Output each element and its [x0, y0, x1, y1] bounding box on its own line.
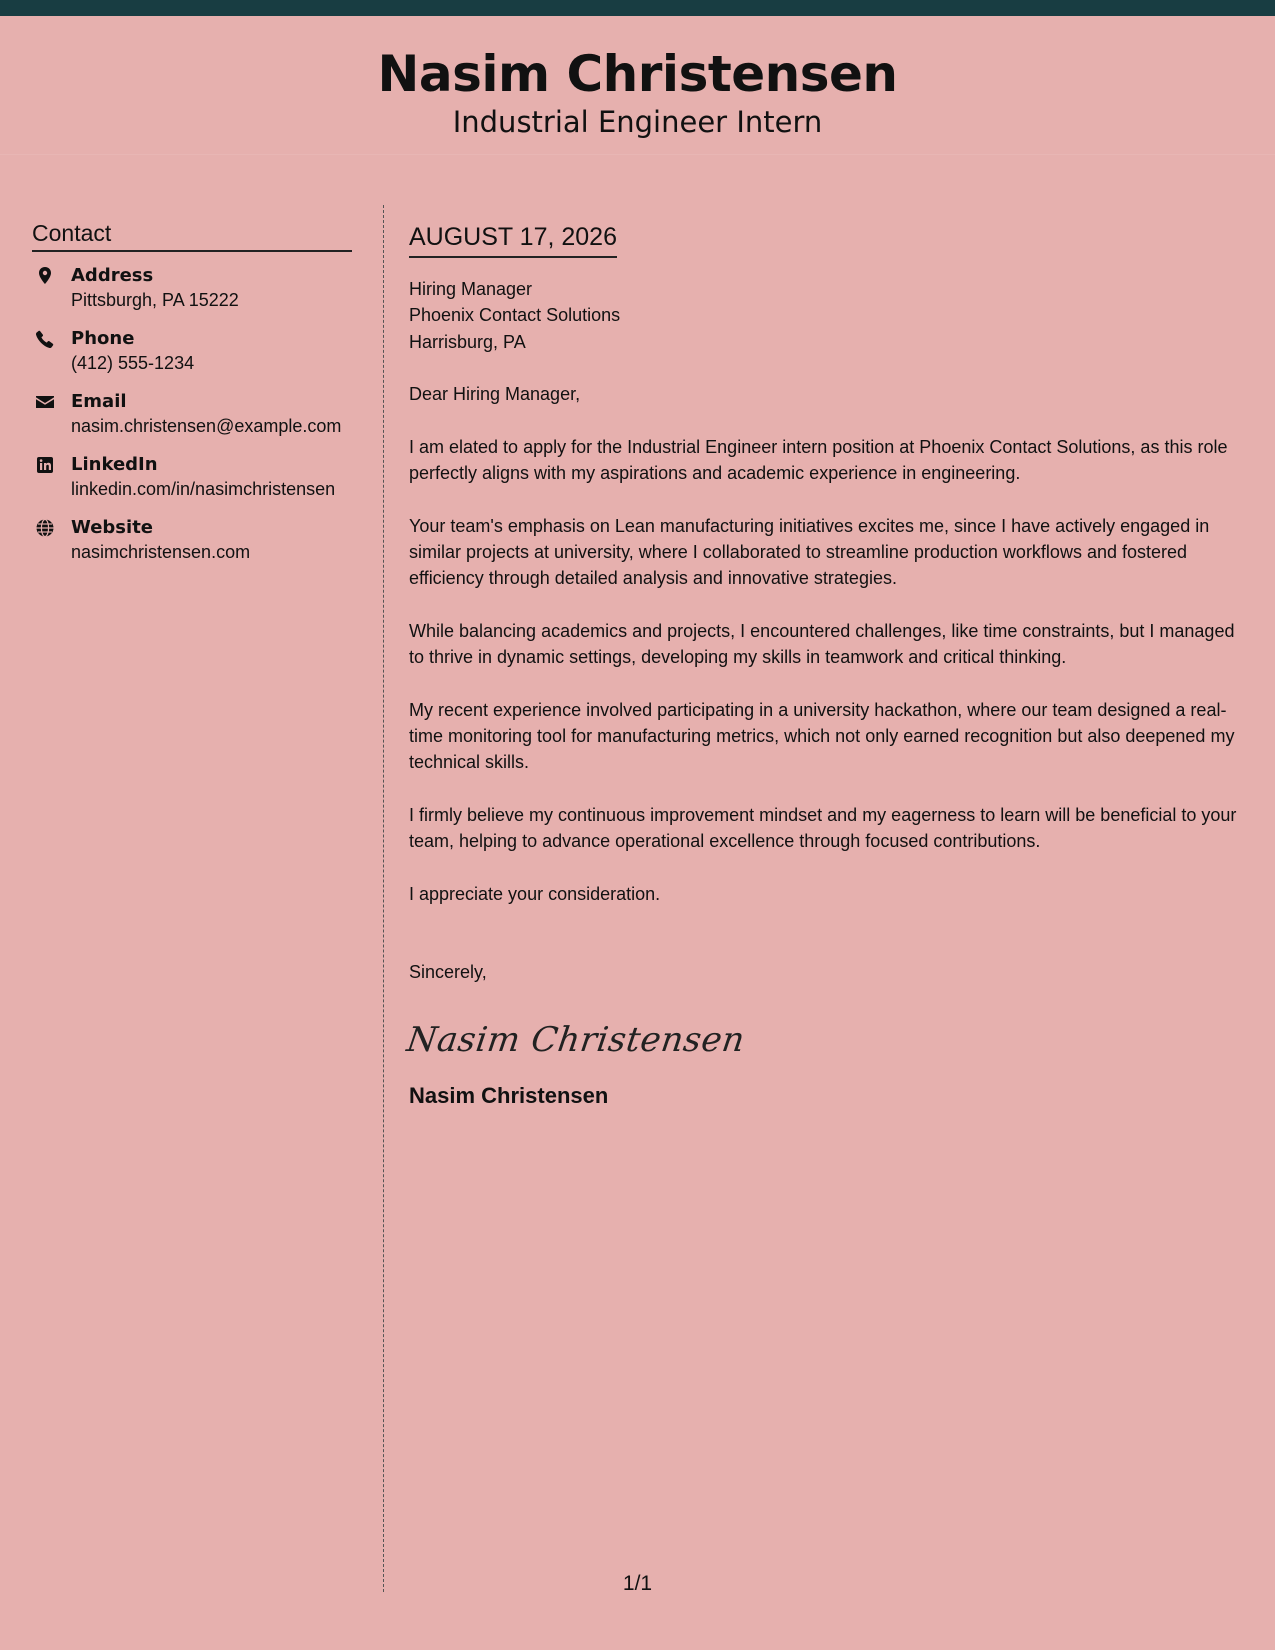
- contact-value[interactable]: linkedin.com/in/nasimchristensen: [71, 479, 336, 499]
- contact-value: (412) 555-1234: [71, 353, 195, 373]
- contact-value[interactable]: nasim.christensen@example.com: [71, 416, 342, 436]
- contact-value[interactable]: nasimchristensen.com: [71, 542, 251, 562]
- signer-name: Nasim Christensen: [409, 1083, 609, 1109]
- top-accent-bar: [0, 0, 1275, 16]
- page-number: 1/1: [622, 1572, 653, 1595]
- salutation: Dear Hiring Manager,: [409, 384, 581, 405]
- envelope-icon: [35, 392, 55, 412]
- svg-text:Nasim Christensen: Nasim Christensen: [404, 1020, 748, 1061]
- contact-label: Email: [71, 391, 127, 412]
- recipient-line: Phoenix Contact Solutions: [409, 305, 621, 326]
- letter-paragraph: I appreciate your consideration.: [409, 883, 661, 904]
- applicant-name: Nasim Christensen: [377, 45, 898, 103]
- recipient-block: [409, 276, 1245, 355]
- letter-paragraph: I am elated to apply for the Industrial Engineer intern position at Phoenix Contact Solutions, as this role perfectly aligns with my aspirations and academic experience in engineering.: [409, 436, 1228, 484]
- letter-date: AUGUST 17, 2026: [409, 220, 617, 258]
- contact-label: Website: [71, 517, 154, 538]
- recipient-line: Harrisburg, PA: [409, 331, 526, 352]
- contact-item-address: [32, 264, 352, 313]
- job-title: Industrial Engineer Intern: [452, 105, 823, 139]
- contact-label: LinkedIn: [71, 454, 158, 475]
- handwritten-signature: [404, 1013, 748, 1063]
- globe-icon: [35, 518, 55, 538]
- contact-item-website: [32, 516, 352, 565]
- recipient-line: Hiring Manager: [409, 279, 533, 299]
- map-pin-icon: [35, 266, 55, 286]
- letter-body: [404, 220, 1245, 1111]
- closing: Sincerely,: [409, 962, 487, 983]
- letter-paragraph: My recent experience involved participating in a university hackathon, where our team designed a real-time monitoring tool for manufacturing metrics, which not only earned recognition but also deepened my technical skills.: [409, 699, 1235, 773]
- contact-sidebar: [32, 218, 352, 579]
- contact-item-email: [32, 390, 352, 439]
- contact-value: Pittsburgh, PA 15222: [71, 290, 239, 310]
- column-divider: [383, 205, 384, 1592]
- letter-paragraph: Your team's emphasis on Lean manufacturing initiatives excites me, since I have actively engaged in similar projects at university, where I collaborated to streamline production workflows and fostered efficiency through detailed analysis and innovative strategies.: [409, 515, 1210, 589]
- letter-paragraph: While balancing academics and projects, I encountered challenges, like time constraints, but I managed to thrive in dynamic settings, developing my skills in teamwork and critical thinking.: [409, 620, 1235, 668]
- header: [0, 16, 1275, 155]
- letter-paragraph: I firmly believe my continuous improvement mindset and my eagerness to learn will be beneficial to your team, helping to advance operational excellence through focused contributions.: [409, 804, 1237, 852]
- contact-heading: Contact: [32, 218, 352, 252]
- contact-label: Address: [71, 265, 154, 286]
- contact-label: Phone: [71, 328, 135, 349]
- contact-item-phone: [32, 327, 352, 376]
- contact-item-linkedin: [32, 453, 352, 502]
- linkedin-icon: [35, 455, 55, 475]
- phone-icon: [35, 329, 55, 349]
